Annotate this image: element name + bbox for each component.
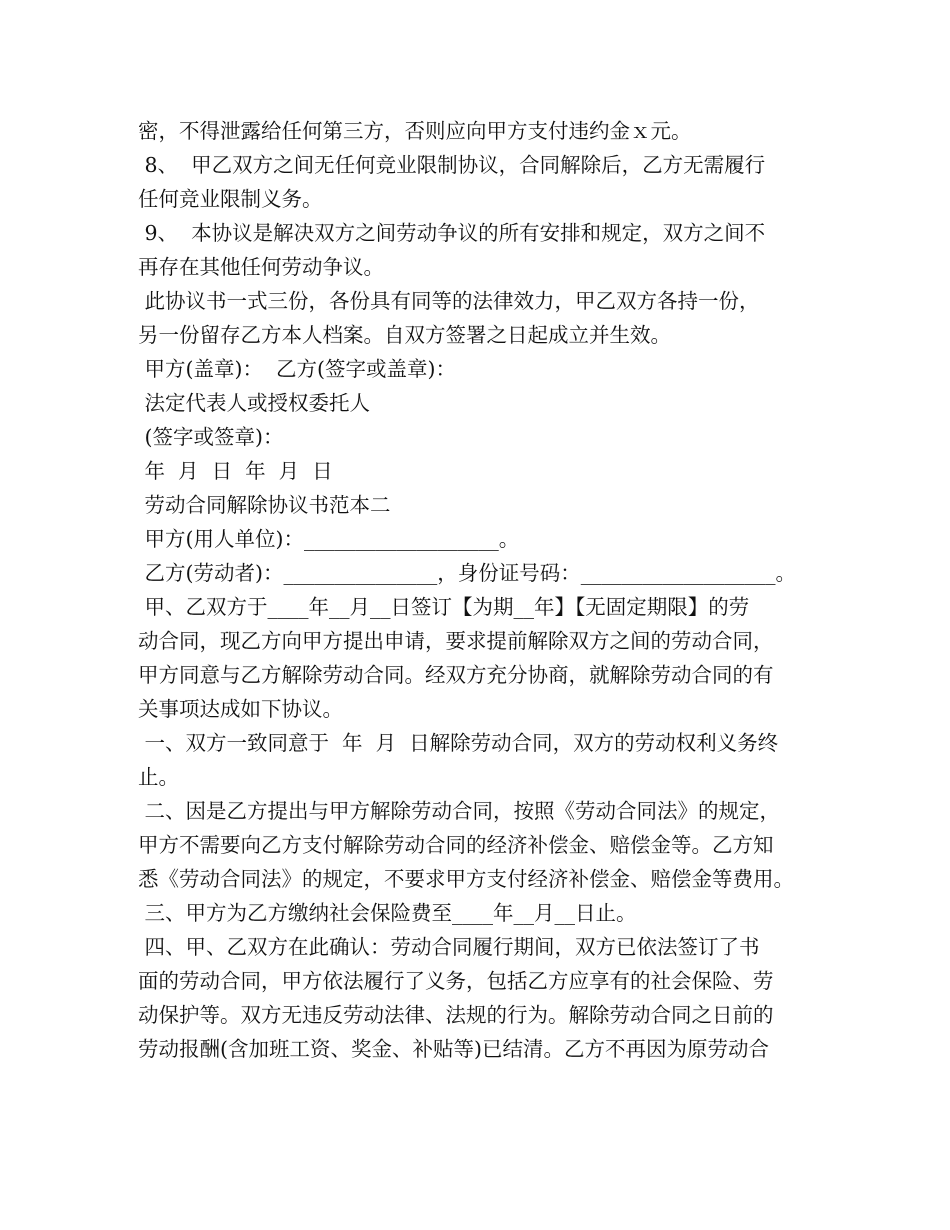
text-line: 甲、乙双方于____年__月__日签订【为期__年】【无固定期限】的劳 [138,595,750,619]
text-line: 法定代表人或授权委托人 [138,391,371,415]
text-line: 9、 本协议是解决双方之间劳动争议的所有安排和规定，双方之间不 [138,221,766,245]
text-line: 止。 [138,765,179,789]
text-line: 任何竞业限制义务。 [138,187,323,211]
text-line: 此协议书一式三份，各份具有同等的法律效力，甲乙双方各持一份， [138,289,760,313]
signature-label-line: 甲方(盖章)： 乙方(签字或盖章)： [138,357,457,381]
text-line: 密，不得泄露给任何第三方，否则应向甲方支付违约金ｘ元。 [138,119,692,143]
text-line: 动保护等。双方无违反劳动法律、法规的行为。解除劳动合同之日前的 [138,1003,774,1027]
clause-line: 一、双方一致同意于 年 月 日解除劳动合同，双方的劳动权利义务终 [138,731,779,755]
text-line: 甲方不需要向乙方支付解除劳动合同的经济补偿金、赔偿金等。乙方知 [138,833,774,857]
section-title: 劳动合同解除协议书范本二 [138,493,391,517]
party-b-line: 乙方(劳动者)：_______________，身份证号码：___________________。 [138,561,797,585]
text-line: 悉《劳动合同法》的规定，不要求甲方支付经济补偿金、赔偿金等费用。 [138,867,794,891]
text-line: 劳动报酬(含加班工资、奖金、补贴等)已结清。乙方不再因为原劳动合 [138,1037,769,1061]
text-line: 另一份留存乙方本人档案。自双方签署之日起成立并生效。 [138,323,671,347]
clause-line: 三、甲方为乙方缴纳社会保险费至____年__月__日止。 [138,901,637,925]
text-line: 动合同，现乙方向甲方提出申请，要求提前解除双方之间的劳动合同， [138,629,774,653]
document-body [138,114,828,1066]
text-line: 关事项达成如下协议。 [138,697,343,721]
text-line: 甲方同意与乙方解除劳动合同。经双方充分协商，就解除劳动合同的有 [138,663,774,687]
text-line: 8、 甲乙双方之间无任何竞业限制协议，合同解除后，乙方无需履行 [138,153,766,177]
date-line: 年 月 日 年 月 日 [138,459,333,483]
text-line: 面的劳动合同，甲方依法履行了义务，包括乙方应享有的社会保险、劳 [138,969,774,993]
clause-line: 四、甲、乙双方在此确认：劳动合同履行期间，双方已依法签订了书 [138,935,760,959]
party-a-line: 甲方(用人单位)：___________________。 [138,527,520,551]
clause-line: 二、因是乙方提出与甲方解除劳动合同，按照《劳动合同法》的规定， [138,799,781,823]
text-line: (签字或签章)： [138,425,284,449]
text-line: 再存在其他任何劳动争议。 [138,255,384,279]
